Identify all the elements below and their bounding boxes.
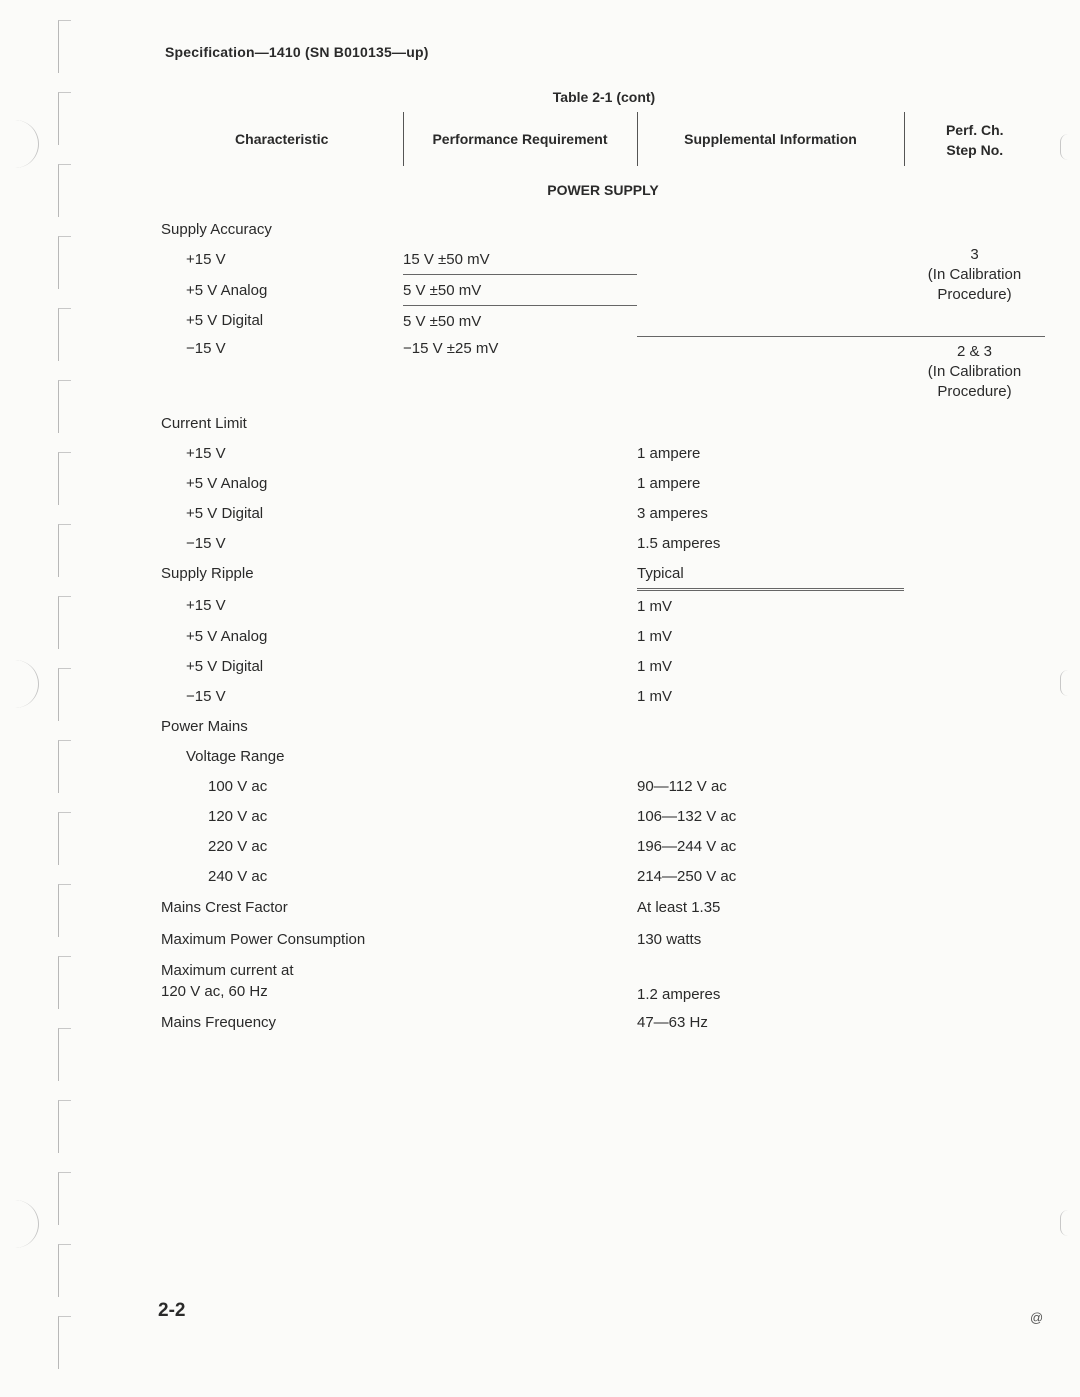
supplemental-cell: 1 mV (637, 657, 673, 675)
column-header-performance: Performance Requirement (403, 112, 637, 166)
table-row (161, 528, 1045, 558)
binder-hole-mark (58, 884, 71, 937)
step-cell: 3 (In Calibration Procedure) (904, 214, 1045, 336)
requirement-cell: 5 V ±50 mV (403, 312, 482, 330)
characteristic-cell: +5 V Digital (186, 504, 264, 522)
table-row (161, 408, 1045, 438)
mains-frequency-label: Mains Frequency (161, 1013, 277, 1031)
binder-hole-mark (58, 740, 71, 793)
supplemental-cell: 1 ampere (637, 444, 701, 462)
table-row (161, 741, 1045, 771)
table-row (161, 861, 1045, 891)
binder-hole-mark (58, 1244, 71, 1297)
supplemental-cell: 1.2 amperes (637, 986, 721, 1003)
characteristic-cell: +5 V Analog (186, 627, 268, 645)
right-edge-mark (1060, 1210, 1069, 1236)
table-row (161, 831, 1045, 861)
binder-hole-mark (58, 668, 71, 721)
table-row (161, 891, 1045, 923)
supplemental-cell: 1 mV (637, 597, 673, 615)
characteristic-cell: 100 V ac (208, 777, 268, 795)
binder-margin (0, 0, 90, 1397)
max-current-label: Maximum current at 120 V ac, 60 Hz (161, 962, 294, 1000)
supplemental-cell: 1 mV (637, 687, 673, 705)
supplemental-cell: Typical (637, 558, 904, 590)
supplemental-cell: 214—250 V ac (637, 867, 737, 885)
binder-hole-mark (58, 1316, 71, 1369)
table-row (161, 558, 1045, 590)
page-number: 2-2 (158, 1300, 186, 1321)
column-header-row (161, 112, 1045, 166)
binder-edge-arc (4, 660, 39, 708)
characteristic-cell: −15 V (186, 340, 226, 357)
supplemental-cell: 90—112 V ac (637, 777, 727, 795)
supplemental-cell: 1 mV (637, 627, 673, 645)
supplemental-cell: 3 amperes (637, 504, 708, 522)
binder-edge-arc (4, 120, 39, 168)
binder-hole-mark (58, 452, 71, 505)
characteristic-cell: −15 V (186, 534, 226, 552)
table-row (161, 681, 1045, 711)
current-limit-label: Current Limit (161, 414, 247, 432)
characteristic-cell: +15 V (186, 596, 226, 614)
requirement-cell: 15 V ±50 mV (403, 244, 637, 275)
mains-crest-factor-label: Mains Crest Factor (161, 898, 288, 916)
characteristic-cell: +15 V (186, 250, 226, 268)
characteristic-cell: +5 V Digital (186, 657, 264, 675)
binder-hole-mark (58, 596, 71, 649)
requirement-cell: 5 V ±50 mV (403, 275, 637, 306)
column-header-step (904, 112, 1045, 166)
table-row (161, 438, 1045, 468)
binder-hole-mark (58, 812, 71, 865)
step-header-line1: Perf. Ch. (945, 122, 1004, 138)
power-mains-label: Power Mains (161, 717, 248, 735)
binder-hole-mark (58, 236, 71, 289)
table-row (161, 955, 1045, 1007)
specification-table (161, 112, 1045, 1037)
step-header-line2: Step No. (946, 142, 1004, 158)
table-row (161, 651, 1045, 681)
binder-edge-arc (4, 1200, 39, 1248)
table-row (161, 711, 1045, 741)
binder-hole-mark (58, 524, 71, 577)
table-row (161, 468, 1045, 498)
binder-hole-mark (58, 308, 71, 361)
supplemental-cell: At least 1.35 (637, 898, 721, 916)
characteristic-cell: 220 V ac (208, 837, 268, 855)
characteristic-cell: 240 V ac (208, 867, 268, 885)
binder-hole-mark (58, 1172, 71, 1225)
table-row (161, 590, 1045, 622)
characteristic-cell: −15 V (186, 687, 226, 705)
column-header-supplemental: Supplemental Information (637, 112, 904, 166)
supplemental-cell: 1.5 amperes (637, 534, 721, 552)
characteristic-cell: +5 V Digital (186, 312, 264, 330)
max-power-label: Maximum Power Consumption (161, 930, 366, 948)
table-row (161, 1007, 1045, 1037)
column-header-characteristic: Characteristic (161, 112, 403, 166)
supply-accuracy-label: Supply Accuracy (161, 220, 272, 238)
characteristic-cell: 120 V ac (208, 807, 268, 825)
right-edge-mark (1060, 134, 1069, 160)
binder-hole-mark (58, 20, 71, 73)
characteristic-cell: +5 V Analog (186, 474, 268, 492)
footer-mark: @ (1030, 1310, 1044, 1325)
table-row (161, 498, 1045, 528)
voltage-range-label: Voltage Range (186, 747, 285, 765)
section-row (161, 166, 1045, 214)
binder-hole-mark (58, 164, 71, 217)
supplemental-cell: 47—63 Hz (637, 1013, 708, 1031)
table-row (161, 621, 1045, 651)
supply-ripple-label: Supply Ripple (161, 565, 254, 583)
supplemental-cell: 106—132 V ac (637, 807, 737, 825)
characteristic-cell: +15 V (186, 444, 226, 462)
table-row (161, 771, 1045, 801)
table-row (161, 214, 1045, 244)
table-row (161, 801, 1045, 831)
binder-hole-mark (58, 1100, 71, 1153)
binder-hole-mark (58, 1028, 71, 1081)
table-row (161, 336, 1045, 408)
table-caption: Table 2-1 (cont) (552, 89, 656, 105)
supplemental-cell: 196—244 V ac (637, 837, 737, 855)
binder-hole-mark (58, 956, 71, 1009)
step-cell: 2 & 3 (In Calibration Procedure) (927, 343, 1022, 401)
binder-hole-mark (58, 380, 71, 433)
characteristic-cell: +5 V Analog (186, 281, 268, 299)
requirement-cell: −15 V ±25 mV (403, 340, 499, 357)
page-header: Specification—1410 (SN B010135—up) (165, 44, 429, 60)
section-title: POWER SUPPLY (547, 182, 659, 198)
table-row (161, 923, 1045, 955)
supplemental-cell: 1 ampere (637, 474, 701, 492)
right-edge-mark (1060, 670, 1069, 696)
supplemental-cell: 130 watts (637, 930, 702, 948)
